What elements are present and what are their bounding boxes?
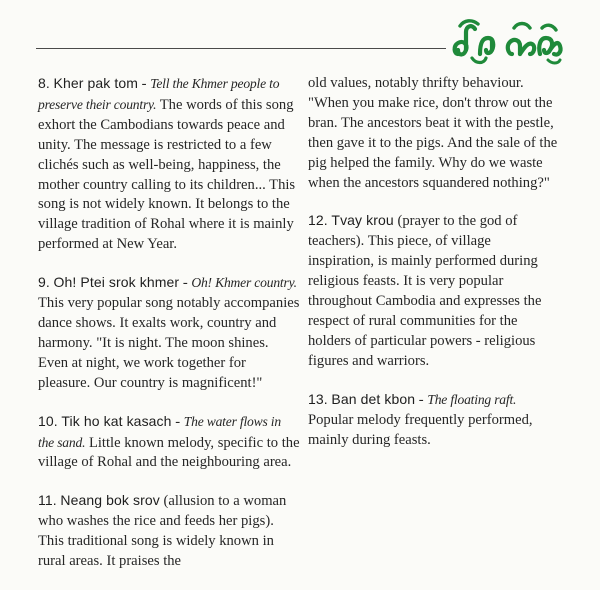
right-column (308, 74, 560, 468)
track-title: Neang bok srov (60, 492, 160, 509)
track-11 (38, 491, 300, 572)
track-title: Tik ho kat kasach (61, 412, 172, 429)
track-title: Kher pak tom (53, 75, 139, 91)
track-subtitle: The water flows in the sand. (38, 413, 281, 450)
track-subtitle: Oh! Khmer country. (191, 275, 297, 291)
track-description: Popular melody frequently performed, mainly during feasts. (308, 411, 533, 448)
track-11-continued (308, 74, 560, 193)
track-description: (prayer to the god of teachers). This piece, of village inspiration, is mainly performed during religious feasts. It is very popular throughout Cambodia and expresses the respect of rural communities for the holders of particular powers - religious figures and warriors. (308, 213, 542, 369)
track-description: old values, notably thrifty behaviour. "When you make rice, don't throw out the bran. The ancestors beat it with the pestle, then gave it to the pigs. And the sale of the pig helped the family. Why do we waste when the ancestors squandered nothing?" (308, 75, 558, 191)
track-separator: - (175, 413, 181, 430)
track-number: 13. (308, 390, 328, 407)
track-title: Tvay krou (331, 212, 394, 229)
track-9 (38, 273, 300, 393)
track-12 (308, 211, 560, 371)
track-subtitle: Tell the Khmer people to preserve their country. (38, 76, 280, 112)
track-number: 11. (38, 492, 57, 509)
track-subtitle: The floating raft. (427, 391, 517, 407)
track-title: Ban det kbon (331, 390, 416, 407)
track-number: 9. (38, 274, 50, 291)
track-10 (38, 412, 300, 474)
khmer-title-logo (448, 10, 566, 68)
track-description: The words of this song exhort the Cambodians towards peace and unity. The message is restricted to a few clichés such as well-being, happiness, the mother country calling to its children... This song is not widely known. It belongs to the village tradition of Rohal where it is mainly performed at New Year. (38, 96, 296, 253)
track-13 (308, 390, 560, 451)
track-title: Oh! Ptei srok khmer (53, 274, 180, 291)
track-8 (38, 74, 300, 255)
track-description: This very popular song notably accompanies dance shows. It exalts work, country and harmony. "It is night. The moon shines. Even at night, we work together for pleasure. Our country is magnificent!" (38, 295, 300, 391)
track-separator: - (418, 391, 424, 408)
track-number: 12. (308, 212, 328, 229)
track-separator: - (141, 76, 147, 92)
header-rule (36, 48, 446, 49)
track-separator: - (182, 275, 188, 292)
track-number: 8. (38, 75, 50, 91)
track-description: (allusion to a woman who washes the rice and feeds her pigs). This traditional song is widely known in rural areas. It praises the (38, 493, 287, 570)
track-description: Little known melody, specific to the village of Rohal and the neighbouring area. (38, 434, 300, 471)
track-number: 10. (38, 412, 58, 429)
left-column (38, 74, 300, 590)
